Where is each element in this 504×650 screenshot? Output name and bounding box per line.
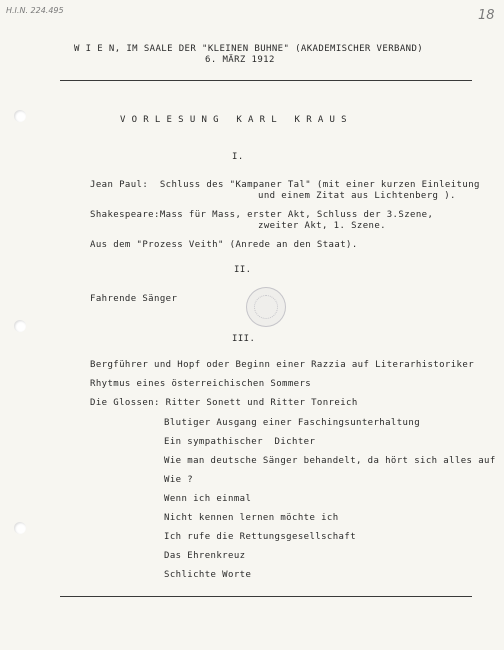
glosse-item: Das Ehrenkreuz [164,551,246,561]
program-item: Die Glossen: Ritter Sonett und Ritter Tonreich [90,398,358,408]
program-item: Rhytmus eines österreichischen Sommers [90,379,312,389]
program-item: Fahrende Sänger [90,294,178,304]
program-item: Aus dem "Prozess Veith" (Anrede an den Staat). [90,240,358,250]
top-rule [60,80,472,81]
glosse-item: Nicht kennen lernen möchte ich [164,513,339,523]
program-item: zweiter Akt, 1. Szene. [258,221,387,231]
program-item: Bergführer und Hopf oder Beginn einer Razzia auf Literarhistoriker [90,360,475,370]
header-line-2: 6. MÄRZ 1912 [205,55,275,65]
glosse-item: Wenn ich einmal [164,494,252,504]
bottom-rule [60,596,472,597]
glosse-item: Ich rufe die Rettungsgesellschaft [164,532,357,542]
program-item: und einem Zitat aus Lichtenberg ). [258,191,456,201]
header-line-1: W I E N, IM SAALE DER "KLEINEN BUHNE" (AKADEMISCHER VERBAND) [74,44,424,54]
glosse-item: Schlichte Worte [164,570,252,580]
punch-hole [14,320,26,332]
program-item: Jean Paul: Schluss des "Kampaner Tal" (mit einer kurzen Einleitung [90,180,480,190]
archive-mark: H.I.N. 224.495 [6,6,64,15]
section-numeral-2: II. [234,265,252,275]
glosse-item: Wie ? [164,475,194,485]
section-numeral-3: III. [232,334,256,344]
glosse-item: Ein sympathischer Dichter [164,437,316,447]
section-numeral-1: I. [232,152,244,162]
document-title: V O R L E S U N G K A R L K R A U S [120,115,347,125]
glosse-item: Wie man deutsche Sänger behandelt, da hört sich alles auf [164,456,496,466]
page-number: 18 [478,8,495,23]
library-stamp [246,287,286,327]
punch-hole [14,522,26,534]
punch-hole [14,110,26,122]
glosse-item: Blutiger Ausgang einer Faschingsunterhaltung [164,418,421,428]
program-item: Shakespeare:Mass für Mass, erster Akt, Schluss der 3.Szene, [90,210,434,220]
